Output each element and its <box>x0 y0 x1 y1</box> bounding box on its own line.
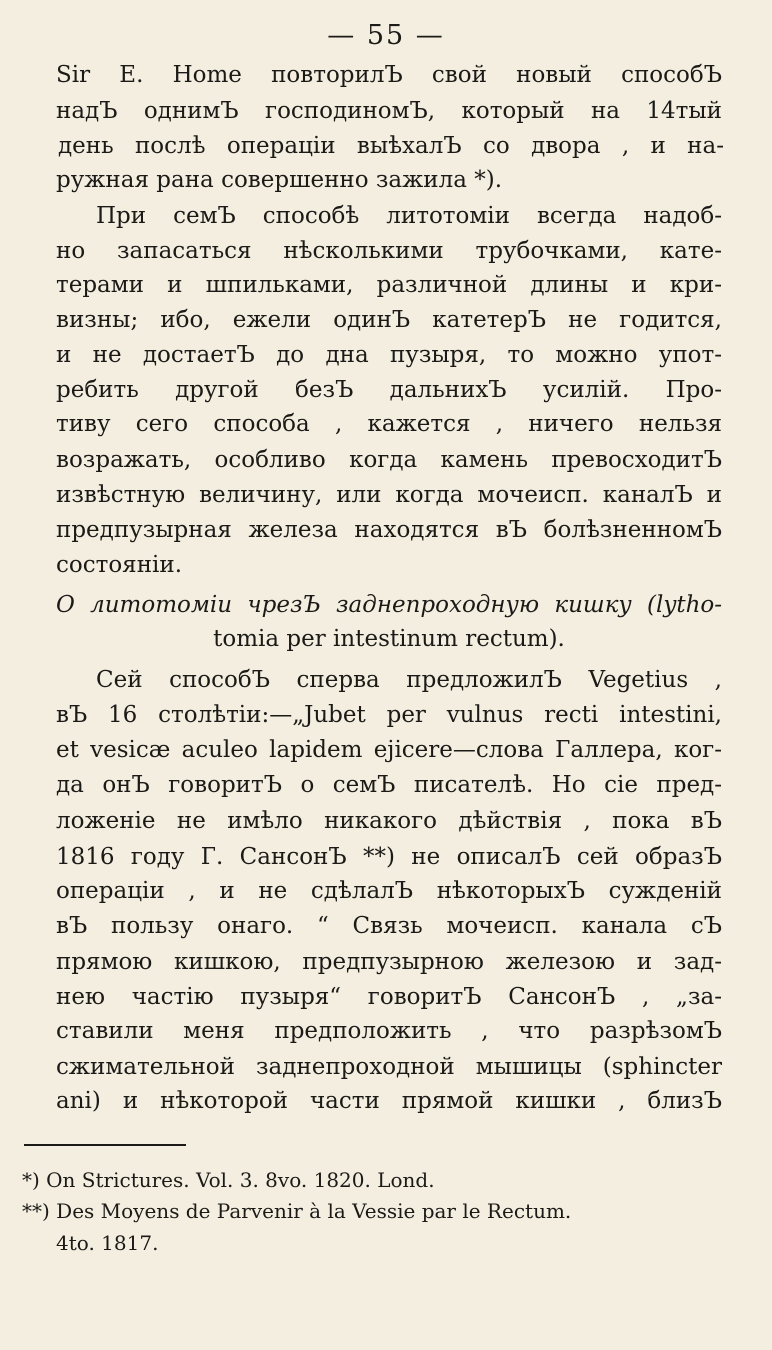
text-line: 1816 году Г. СансонЪ **) не описалЪ сей образЪ <box>56 844 722 870</box>
text-line: и не достаетЪ до дна пузыря, то можно упот- <box>56 342 722 368</box>
footnote: *) On Strictures. Vol. 3. 8vo. 1820. Lond. <box>22 1168 435 1192</box>
footnote: **) Des Moyens de Parvenir à la Vessie par le Rectum. <box>22 1199 572 1223</box>
page-number: — 55 — <box>327 20 445 51</box>
text-line: et vesicæ aculeo lapidem ejicere—слова Галлера, ког- <box>56 737 722 763</box>
text-line: ставили меня предположить , что разрѣзомЪ <box>56 1018 722 1044</box>
text-line: тиву сего способа , кажется , ничего нельзя <box>56 411 722 437</box>
text-line: терами и шпильками, различной длины и кри- <box>56 272 722 298</box>
text-line: возражать, особливо когда камень превосходитЪ <box>56 447 722 473</box>
text-line: При семЪ способѣ литотоміи всегда надоб- <box>96 203 722 229</box>
text-line: нею частію пузыря“ говоритЪ СансонЪ , „за- <box>56 984 722 1010</box>
text-line: но запасаться нѣсколькими трубочками, кате- <box>56 238 722 264</box>
section-heading-continued: tomia per intestinum rectum). <box>213 626 565 652</box>
text-line: ружная рана совершенно зажила *). <box>56 167 503 193</box>
text-line: ребить другой безЪ дальнихЪ усилій. Про- <box>56 377 722 403</box>
text-line: да онЪ говоритЪ о семЪ писателѣ. Но сіе пред- <box>56 772 722 798</box>
text-line: предпузырная железа находятся вЪ болѣзненномЪ <box>56 517 722 543</box>
text-line: операціи , и не сдѣлалЪ нѣкоторыхЪ сужденій <box>56 878 722 904</box>
text-line: вЪ пользу онаго. “ Связь мочеисп. канала сЪ <box>56 913 722 939</box>
section-heading: О литотоміи чрезЪ заднепроходную кишку (lytho- <box>56 592 722 618</box>
text-line: состояніи. <box>56 552 183 578</box>
text-line: надЪ однимЪ господиномЪ, который на 14тый <box>56 98 722 124</box>
text-line: визны; ибо, ежели одинЪ катетерЪ не годится, <box>56 307 722 333</box>
text-line: Sir E. Home повторилЪ свой новый способЪ <box>56 62 722 88</box>
text-line: ani) и нѣкоторой части прямой кишки , близЪ <box>56 1088 722 1114</box>
text-line: день послѣ операціи выѣхалЪ со двора , и на- <box>58 133 724 159</box>
footnote-continued: 4to. 1817. <box>56 1231 159 1255</box>
text-line: ложеніе не имѣло никакого дѣйствія , пока вЪ <box>56 808 722 834</box>
text-line: Сей способЪ сперва предложилЪ Vegetius , <box>96 667 722 693</box>
footnote-divider <box>24 1144 186 1146</box>
text-line: извѣстную величину, или когда мочеисп. каналЪ и <box>56 482 722 508</box>
text-line: вЪ 16 столѣтіи:—„Jubet per vulnus recti intestini, <box>56 702 722 728</box>
text-line: сжимательной заднепроходной мышицы (sphincter <box>56 1054 722 1080</box>
text-line: прямою кишкою, предпузырною железою и зад- <box>56 949 722 975</box>
